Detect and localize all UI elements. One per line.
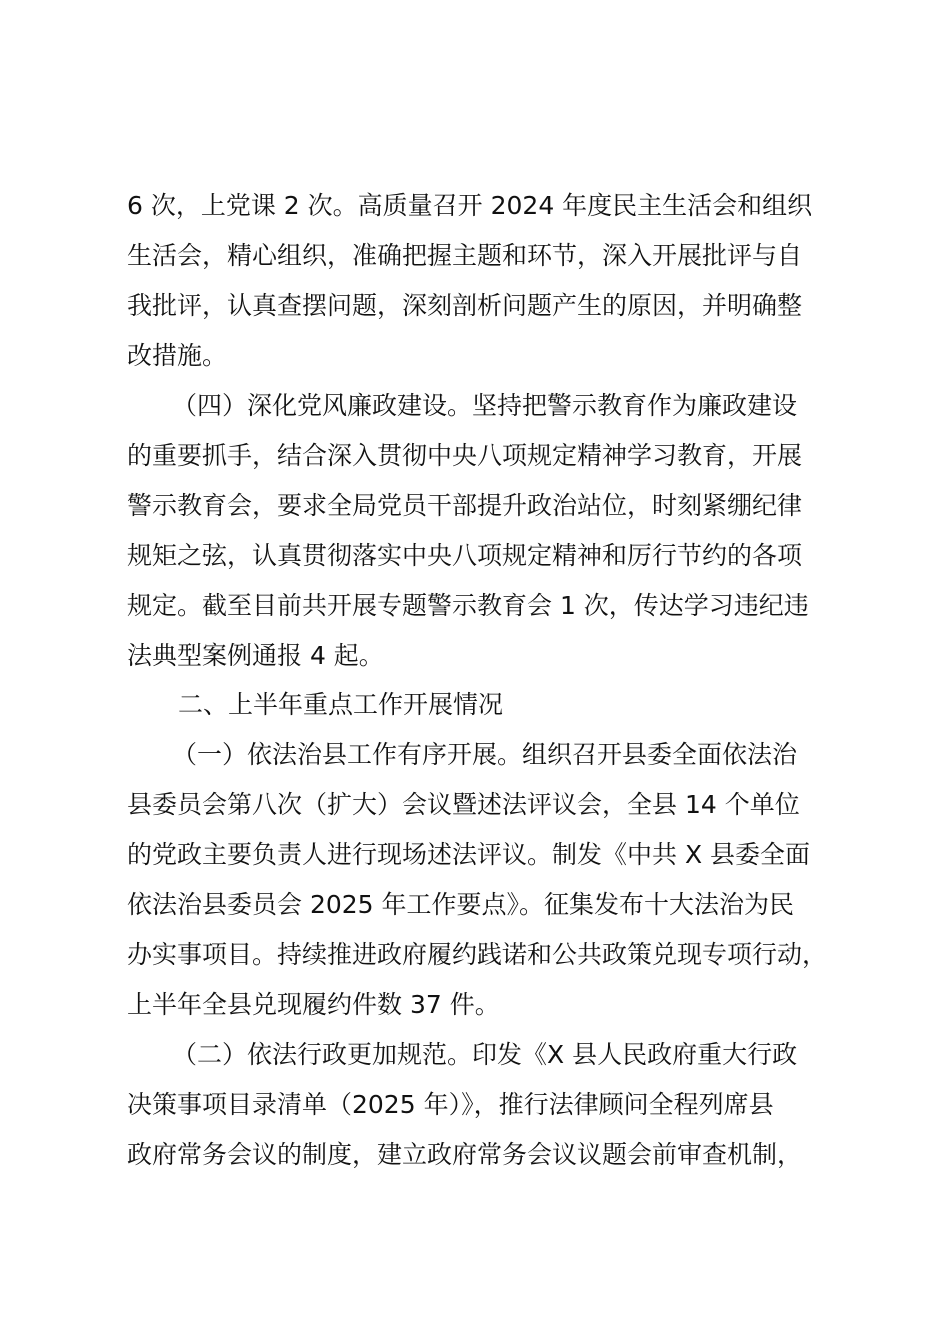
- section-heading-party-conduct: （四）深化党风廉政建设。坚持把警示教育作为廉政建设: [172, 391, 798, 420]
- text-line-7: 警示教育会，要求全局党员干部提升政治站位，时刻紧绷纪律: [127, 491, 803, 520]
- text-line-13: 县委员会第八次（扩大）会议暨述法评议会，全县 14 个单位: [127, 790, 800, 819]
- text-line-4: 改措施。: [127, 341, 228, 370]
- text-line-15: 依法治县委员会 2025 年工作要点》。征集发布十大法治为民: [127, 890, 795, 919]
- text-line-14: 的党政主要负责人进行现场述法评议。制发《中共 X 县委全面: [127, 840, 811, 869]
- text-line-3: 我批评，认真查摆问题，深刻剖析问题产生的原因，并明确整: [127, 291, 803, 320]
- section-heading-2: 二、上半年重点工作开展情况: [178, 690, 504, 719]
- text-line-20: 政府常务会议的制度，建立政府常务会议议题会前审查机制，: [127, 1140, 803, 1169]
- text-line-8: 规矩之弦，认真贯彻落实中央八项规定精神和厉行节约的各项: [127, 541, 803, 570]
- text-line-16: 办实事项目。持续推进政府履约践诺和公共政策兑现专项行动，: [127, 940, 828, 969]
- text-line-19: 决策事项目录清单（2025 年）》，推行法律顾问全程列席县: [127, 1090, 774, 1119]
- text-line-6: 的重要抓手，结合深入贯彻中央八项规定精神学习教育，开展: [127, 441, 803, 470]
- text-line-17: 上半年全县兑现履约件数 37 件。: [127, 990, 500, 1019]
- text-line-2: 生活会，精心组织，准确把握主题和环节，深入开展批评与自: [127, 241, 803, 270]
- subsection-heading-1: （一）依法治县工作有序开展。组织召开县委全面依法治: [172, 740, 798, 769]
- text-line-10: 法典型案例通报 4 起。: [127, 641, 384, 670]
- text-line-9: 规定。截至目前共开展专题警示教育会 1 次，传达学习违纪违: [127, 591, 809, 620]
- text-line-1: 6 次，上党课 2 次。高质量召开 2024 年度民主生活会和组织: [127, 191, 813, 220]
- subsection-heading-2: （二）依法行政更加规范。印发《X 县人民政府重大行政: [172, 1040, 798, 1069]
